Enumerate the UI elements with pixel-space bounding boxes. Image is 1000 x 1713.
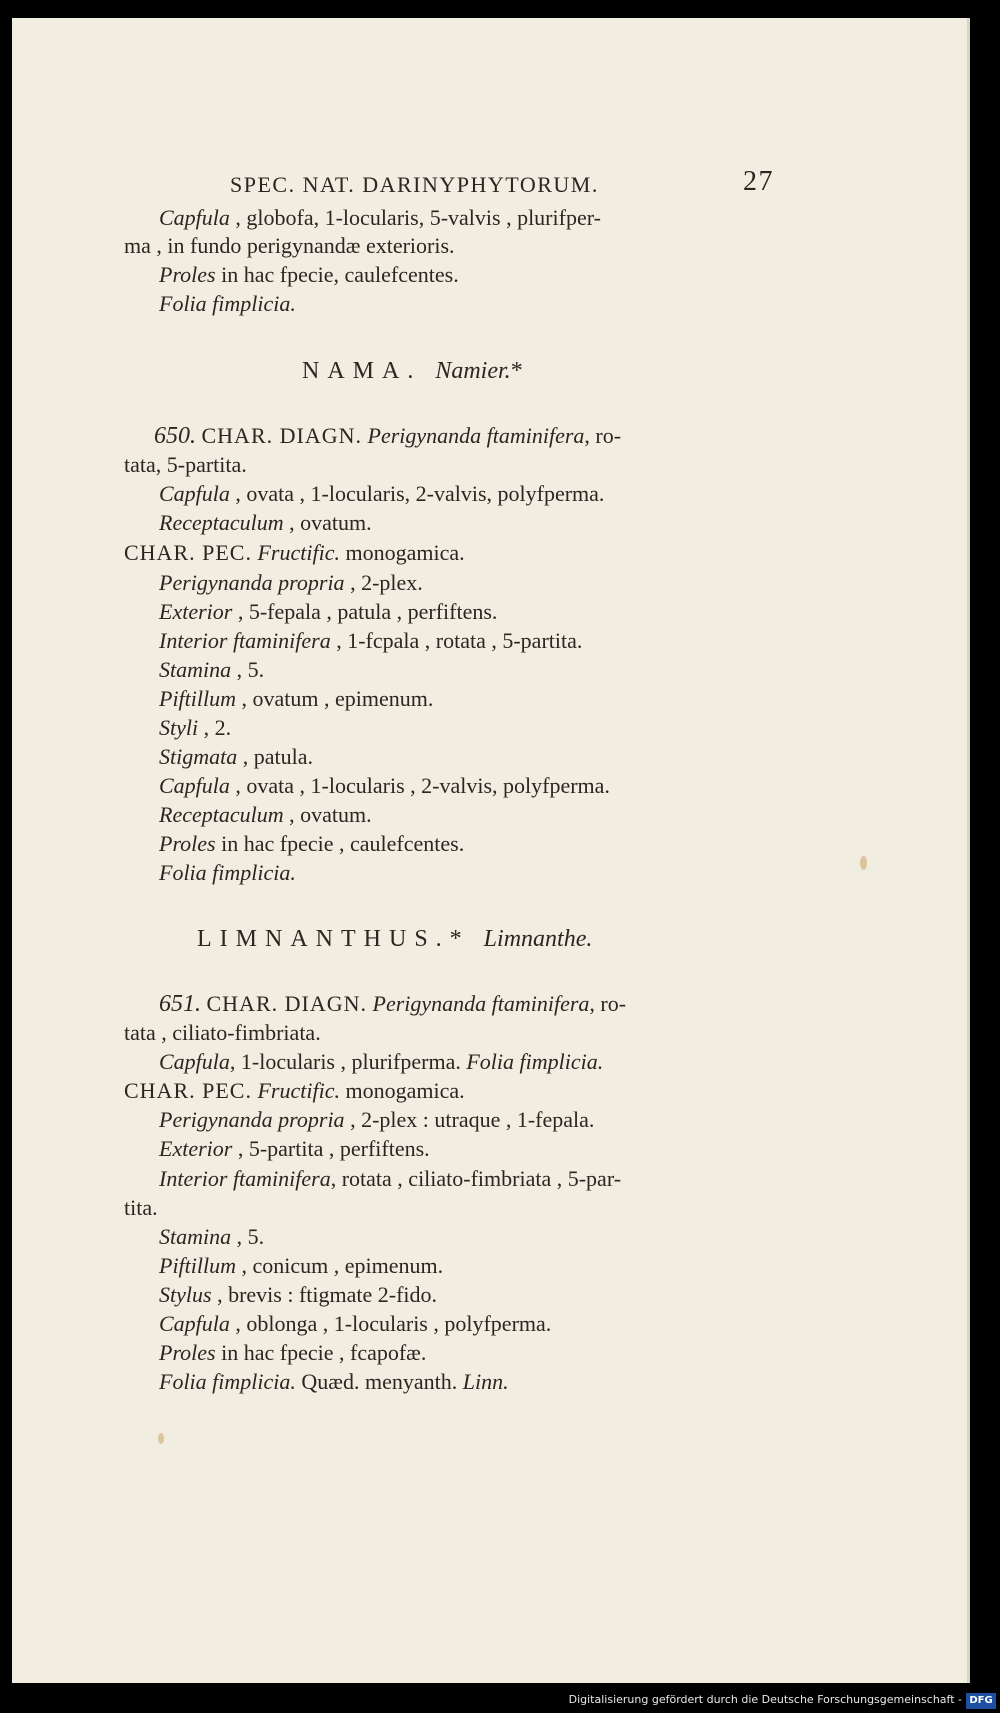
text-line: Exterior , 5-fepala , patula , perfiftens. bbox=[159, 599, 498, 624]
text-line: Folia fimplicia. bbox=[159, 860, 296, 885]
text-line: Piftillum , ovatum , epimenum. bbox=[159, 686, 434, 711]
text-line: Perigynanda propria , 2-plex. bbox=[159, 570, 423, 595]
char-pec-line: CHAR. PEC. Fructific. monogamica. bbox=[124, 540, 465, 565]
section-heading-limnanthus: LIMNANTHUS.* Limnanthe. bbox=[197, 926, 593, 952]
text-line: Capfula, 1-locularis , plurifperma. Folia fimplicia. bbox=[159, 1049, 604, 1074]
book-page bbox=[12, 18, 970, 1683]
text-line: Exterior , 5-partita , perfiftens. bbox=[159, 1136, 430, 1161]
footer-credit: Digitalisierung gefördert durch die Deutsche Forschungsgemeinschaft - bbox=[568, 1693, 962, 1706]
text-line: Interior ftaminifera, rotata , ciliato-fimbriata , 5-par- bbox=[159, 1166, 622, 1191]
intro-line: Proles in hac fpecie, caulefcentes. bbox=[159, 262, 459, 287]
dfg-logo: DFG bbox=[966, 1693, 996, 1709]
text-line: tita. bbox=[124, 1195, 158, 1220]
page-text bbox=[12, 18, 967, 1683]
running-header bbox=[230, 166, 774, 202]
text-line: Styli , 2. bbox=[159, 715, 232, 740]
text-line: Stylus , brevis : ftigmate 2-fido. bbox=[159, 1282, 438, 1307]
text-line: Folia fimplicia. Quæd. menyanth. Linn. bbox=[159, 1369, 509, 1394]
text-line: Receptaculum , ovatum. bbox=[159, 802, 372, 827]
entry-650-diagn: 650. CHAR. DIAGN. Perigynanda ftaminifera, ro- bbox=[154, 423, 622, 449]
text-line: Capfula , ovata , 1-locularis, 2-valvis, polyfperma. bbox=[159, 481, 605, 506]
text-line: Receptaculum , ovatum. bbox=[159, 510, 372, 535]
text-line: Proles in hac fpecie , fcapofæ. bbox=[159, 1340, 427, 1365]
header-title: SPEC. NAT. DARINYPHYTORUM. bbox=[230, 172, 599, 197]
text-line: Interior ftaminifera , 1-fcpala , rotata , 5-partita. bbox=[159, 628, 583, 653]
section-heading-nama: NAMA. Namier.* bbox=[302, 358, 531, 384]
text-line: tata , ciliato-fimbriata. bbox=[124, 1020, 321, 1045]
text-line: Capfula , ovata , 1-locularis , 2-valvis, polyfperma. bbox=[159, 773, 610, 798]
text-line: Piftillum , conicum , epimenum. bbox=[159, 1253, 444, 1278]
text-line: Capfula , oblonga , 1-locularis , polyfperma. bbox=[159, 1311, 552, 1336]
text-line: Stamina , 5. bbox=[159, 1224, 265, 1249]
entry-651-diagn: 651. CHAR. DIAGN. Perigynanda ftaminifera, ro- bbox=[159, 991, 627, 1017]
char-pec-line: CHAR. PEC. Fructific. monogamica. bbox=[124, 1078, 465, 1103]
intro-line: Capfula , globofa, 1-locularis, 5-valvis , plurifper- bbox=[159, 205, 601, 230]
text-line: Proles in hac fpecie , caulefcentes. bbox=[159, 831, 465, 856]
text-line: tata, 5-partita. bbox=[124, 452, 247, 477]
page-number: 27 bbox=[743, 166, 774, 197]
text-line: Stigmata , patula. bbox=[159, 744, 313, 769]
intro-line: ma , in fundo perigynandæ exterioris. bbox=[124, 233, 455, 258]
footer-bar bbox=[0, 1690, 1000, 1713]
intro-line: Folia fimplicia. bbox=[159, 291, 296, 316]
text-line: Stamina , 5. bbox=[159, 657, 265, 682]
text-line: Perigynanda propria , 2-plex : utraque , 1-fepala. bbox=[159, 1107, 595, 1132]
